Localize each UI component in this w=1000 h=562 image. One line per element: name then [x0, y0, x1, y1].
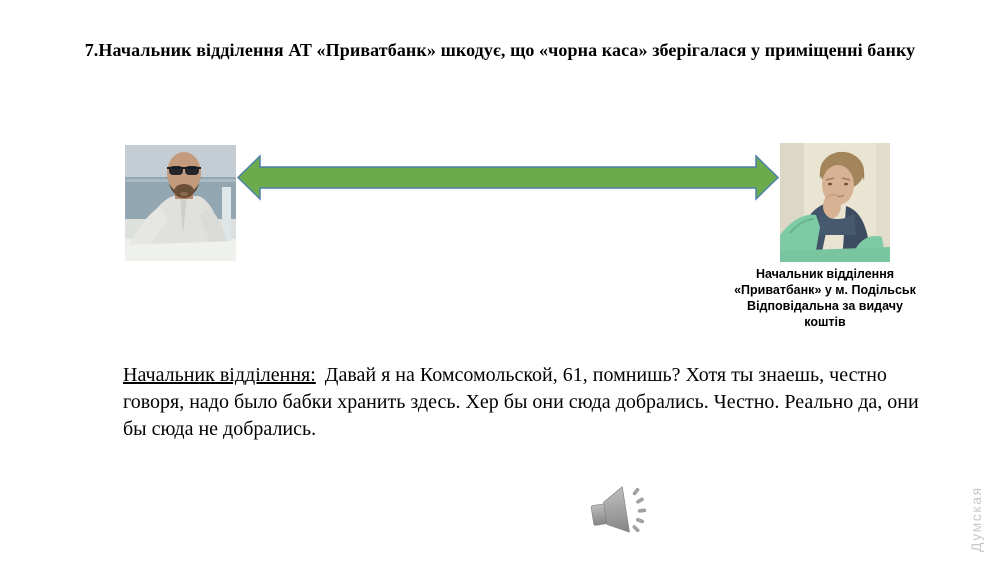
speaker-label: Начальник відділення:: [123, 364, 316, 386]
slide-title: 7.Начальник відділення АТ «Приватбанк» шкодує, що «чорна каса» зберігалася у приміщенні банку: [84, 40, 916, 60]
dialogue-paragraph: [123, 362, 945, 443]
photo-caption: [715, 266, 935, 330]
caption-line: Відповідальна за видачу: [747, 299, 903, 313]
photo-man: [125, 145, 236, 261]
speaker-icon[interactable]: [588, 483, 650, 539]
photo-woman: [780, 143, 890, 262]
caption-line: коштів: [804, 315, 846, 329]
caption-line: «Приватбанк» у м. Подільськ: [734, 283, 916, 297]
caption-line: Начальник відділення: [755, 267, 895, 281]
watermark: Думская: [968, 486, 984, 552]
double-arrow: [236, 154, 780, 201]
dialogue-text: Давай я на Комсомольской, 61, помнишь? Хотя ты знаешь, честно говоря, надо было бабки хранить здесь. Хер бы они сюда добрались. Честно. Реально да, они бы сюда не добрались.: [123, 364, 919, 440]
